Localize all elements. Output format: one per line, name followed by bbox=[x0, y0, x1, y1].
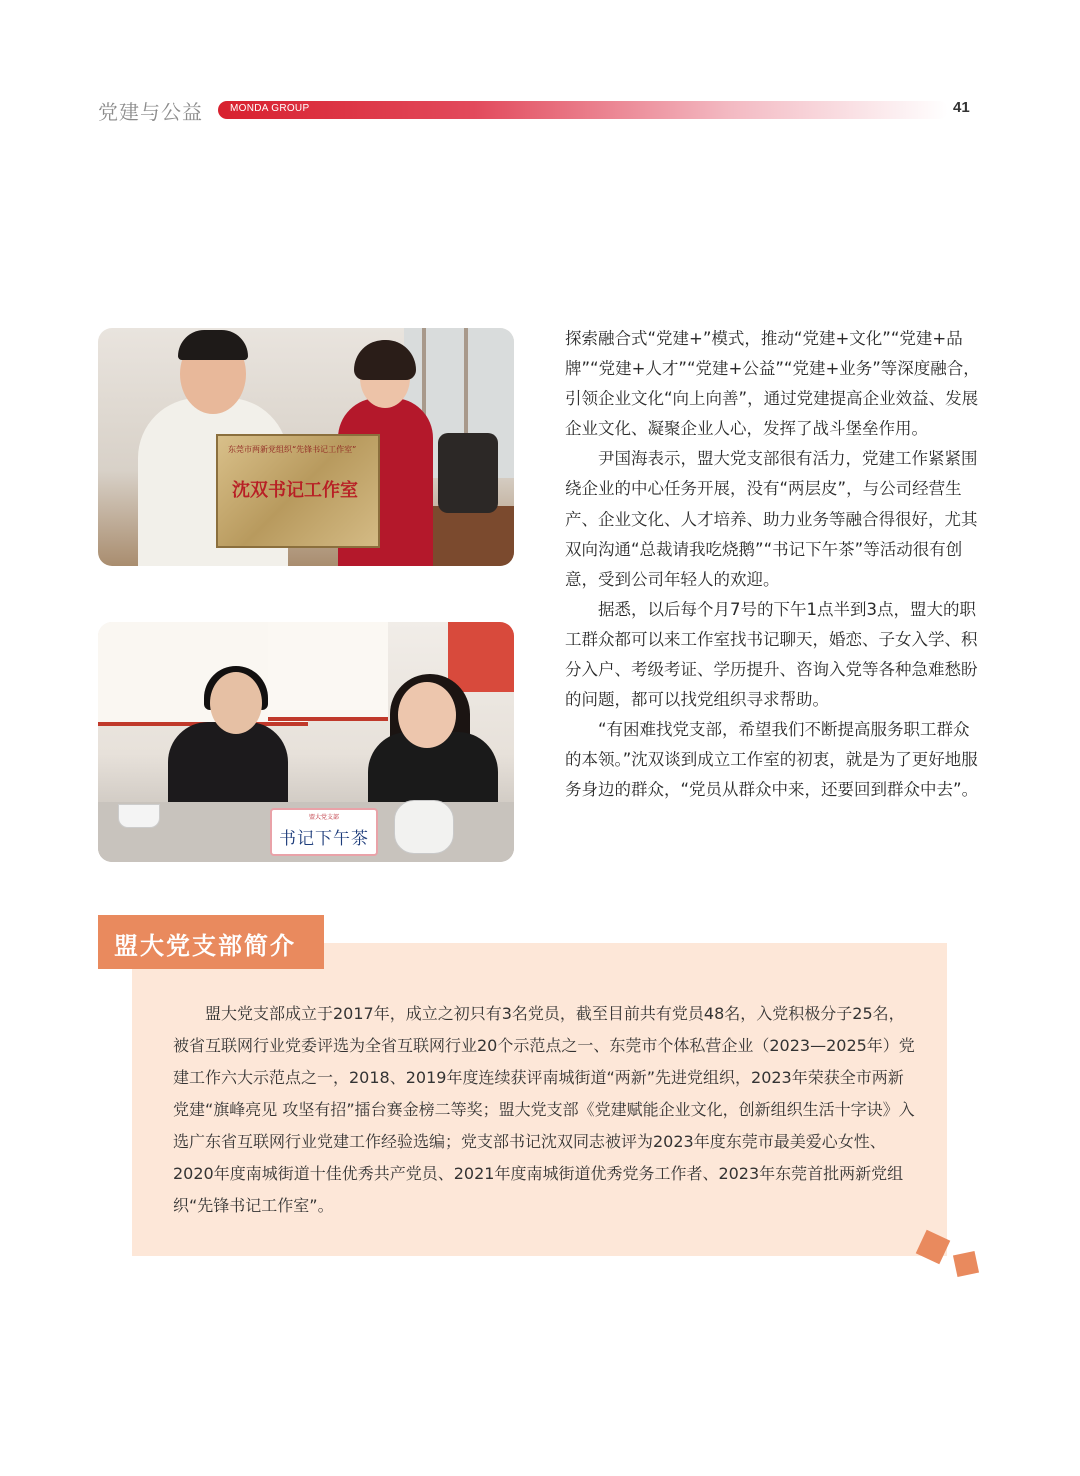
intro-heading bbox=[98, 915, 324, 969]
plaque-heading: 东莞市两新党组织“先锋书记工作室” bbox=[228, 445, 357, 454]
section-title: 党建与公益 bbox=[98, 100, 203, 124]
paragraph: 探索融合式“党建+”模式，推动“党建+文化”“党建+品牌”“党建+人才”“党建+公益”“党建+业务”等深度融合，引领企业文化“向上向善”，通过党建提高企业效益、发展企业文化、凝聚企业人心，发挥了战斗堡垒作用。 bbox=[565, 329, 980, 439]
page-number: 41 bbox=[953, 99, 970, 116]
plaque bbox=[216, 434, 380, 548]
decorative-square bbox=[953, 1251, 979, 1277]
woman-right-head bbox=[398, 682, 456, 748]
woman-left-head bbox=[210, 672, 262, 734]
paragraph: 据悉，以后每个月7号的下午1点半到3点，盟大的职工群众都可以来工作室找书记聊天，婚恋、子女入学、积分入户、考级考证、学历提升、咨询入党等各种急难愁盼的问题，都可以找党组织寻求帮助。 bbox=[565, 599, 978, 710]
paragraph: 尹国海表示，盟大党支部很有活力，党建工作紧紧围绕企业的中心任务开展，没有“两层皮”，与公司经营生产、企业文化、人才培养、助力业务等融合得很好，尤其双向沟通“总裁请我吃烧鹅”“书记下午茶”等活动很有创意，受到公司年轻人的欢迎。 bbox=[565, 449, 978, 589]
table-sign-heading: 盟大党支部 bbox=[308, 814, 339, 821]
table-sign-title: 书记下午茶 bbox=[279, 829, 369, 849]
intro-paragraph: 盟大党支部成立于2017年，成立之初只有3名党员，截至目前共有党员48名，入党积极分子25名，被省互联网行业党委评选为全省互联网行业20个示范点之一、东莞市个体私营企业（2023—2025年）党建工作六大示范点之一，2018、2019年度连续获评南城街道“两新”先进党组织，2023年荣获全市两新党建“旗峰亮见 攻坚有招”擂台赛金榜二等奖；盟大党支部《党建赋能企业文化，创新组织生活十字诀》入选广东省互联网行业党建工作经验选编；党支部书记沈双同志被评为2023年度东莞市最美爱心女性、2020年度南城街道十佳优秀共产党员、2021年度南城街道优秀党务工作者、2023年东莞首批两新党组织“先锋书记工作室”。 bbox=[173, 1004, 915, 1215]
paragraph: “有困难找党支部，希望我们不断提高服务职工群众的本领。”沈双谈到成立工作室的初衷，就是为了更好地服务身边的群众，“党员从群众中来，还要回到群众中去”。 bbox=[565, 720, 979, 800]
wall-photos bbox=[448, 622, 514, 692]
wall-board bbox=[268, 622, 388, 721]
intro-heading-text: 盟大党支部简介 bbox=[114, 932, 296, 960]
plaque-title: 沈双书记工作室 bbox=[232, 480, 358, 501]
office-chair bbox=[438, 433, 498, 513]
man-hair bbox=[178, 330, 248, 360]
brand-label: MONDA GROUP bbox=[230, 103, 310, 114]
teacup bbox=[118, 804, 160, 828]
header-bar bbox=[218, 101, 948, 119]
article-body bbox=[565, 324, 983, 806]
photo-secretary-tea bbox=[98, 622, 514, 862]
intro-text bbox=[173, 998, 918, 1222]
table-sign bbox=[270, 808, 378, 856]
teapot bbox=[394, 800, 454, 854]
photo-plaque-presentation bbox=[98, 328, 514, 566]
